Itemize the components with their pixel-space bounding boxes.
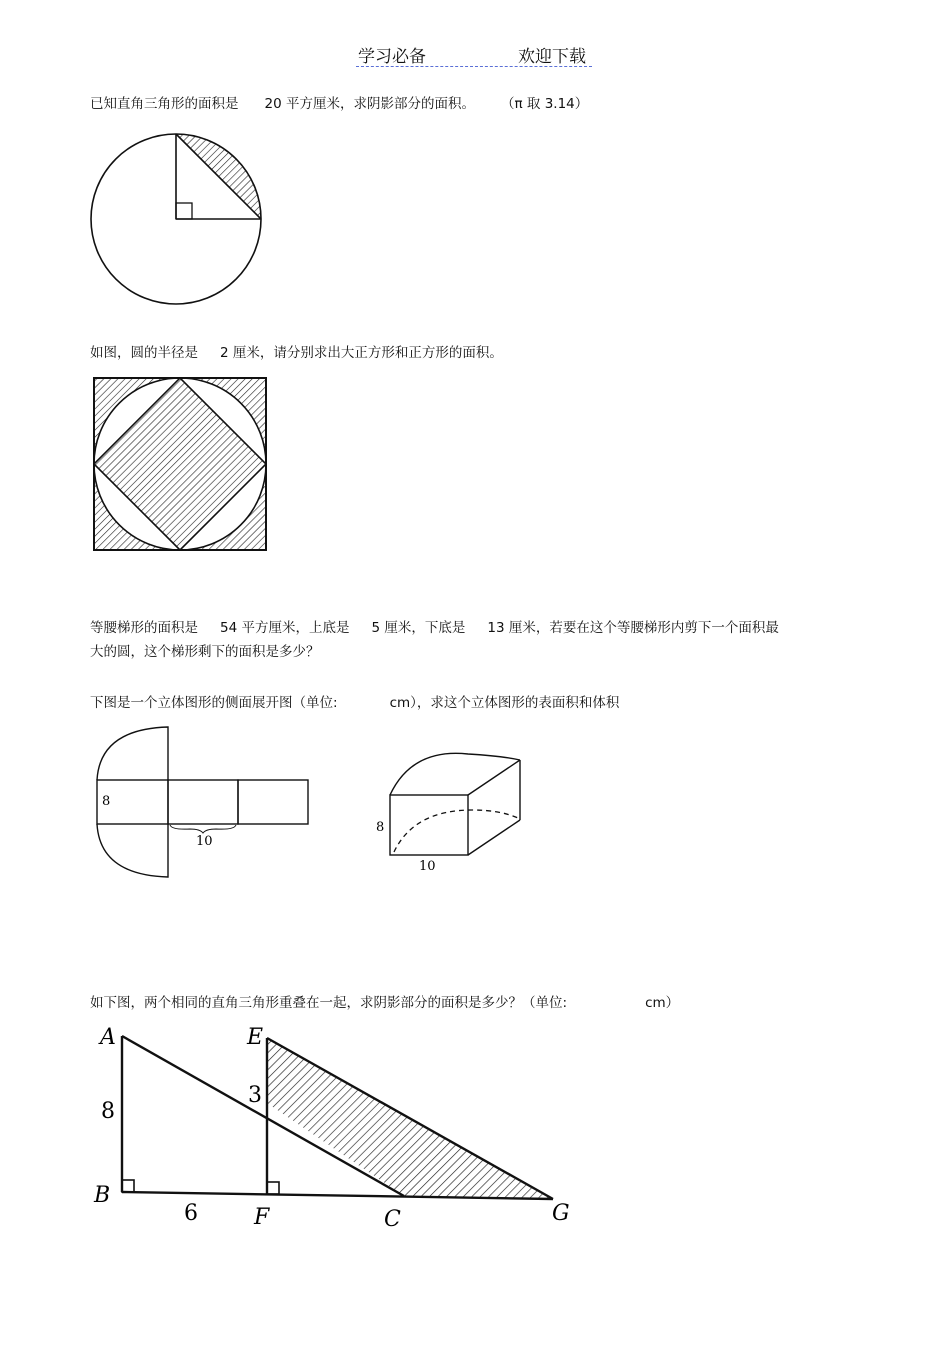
q4-solid-top-arc [390,753,520,795]
q4-solid-figure [372,752,532,876]
q4-net-length-label: 10 [196,834,213,849]
q1-text-b: 平方厘米，求阴影部分的面积。 [285,96,475,112]
q4-solid-height-label: 8 [376,820,385,835]
q4-solid-hidden-arc [394,810,518,852]
q5-label-b: B [94,1183,111,1208]
q3-line1-c: 厘米，下底是 [384,620,466,636]
q3-bottom: 13 [487,620,505,636]
q5-label-a: A [100,1025,116,1050]
page-header [356,40,592,67]
q1-right-angle-mark [176,203,192,219]
q5-label-f: F [254,1205,270,1230]
q4-net-height-label: 8 [102,794,111,809]
q5-label-ab: 8 [101,1099,115,1124]
q4-net-rect-2 [168,780,238,824]
q2-text-a: 如图，圆的半径是 [90,345,198,361]
q5-label-g: G [552,1201,570,1226]
q1-text-a: 已知直角三角形的面积是 [90,96,239,112]
q1-figure [90,128,270,308]
question-1 [90,93,588,115]
q5-unit: cm） [645,995,680,1011]
question-2 [90,342,503,364]
question-4 [90,692,619,714]
question-3 [90,617,779,639]
q4-solid-bottom-right-edge [468,820,520,855]
q5-label-3: 3 [248,1083,262,1108]
q5-text-a: 如下图，两个相同的直角三角形重叠在一起，求阴影部分的面积是多少？（单位: [90,995,568,1011]
q5-right-angle-b [122,1180,134,1192]
q3-line1-a: 等腰梯形的面积是 [90,620,198,636]
q2-text-b: 厘米，请分别求出大正方形和正方形的面积。 [232,345,503,361]
q4-net-rect-3 [238,780,308,824]
q4-unit: cm），求这个立体图形的表面积和体积 [389,695,620,711]
question-5 [90,992,679,1014]
header-right: 欢迎下载 [518,47,586,67]
q4-net-top-arc [97,727,168,780]
question-3-line-2: 大的圆，这个梯形剩下的面积是多少？ [90,644,320,660]
q3-top: 5 [371,620,381,636]
q4-net-bottom-arc [97,824,168,877]
q5-figure [90,1018,580,1233]
q1-num: 20 [264,96,282,112]
q5-label-bf: 6 [184,1201,198,1226]
q2-num: 2 [220,345,229,361]
q5-right-angle-f [267,1182,279,1194]
q3-line1-b: 平方厘米，上底是 [241,620,350,636]
q4-solid-length-label: 10 [419,859,436,874]
q2-inner-square [94,378,266,550]
q1-paren: （π 取 3.14） [500,96,589,112]
q3-line1-d: 厘米，若要在这个等腰梯形内剪下一个面积最 [508,620,779,636]
q4-net-brace [170,825,236,833]
q4-solid-top-back-edge [468,760,520,795]
q2-figure [92,376,268,552]
q5-label-c: C [384,1207,401,1232]
q4-text-a: 下图是一个立体图形的侧面展开图（单位: [90,695,338,711]
q3-area: 54 [220,620,238,636]
q5-label-e: E [247,1025,264,1050]
q4-net-figure [90,725,320,885]
header-left: 学习必备 [358,47,426,67]
q4-solid-front-face [390,795,468,855]
